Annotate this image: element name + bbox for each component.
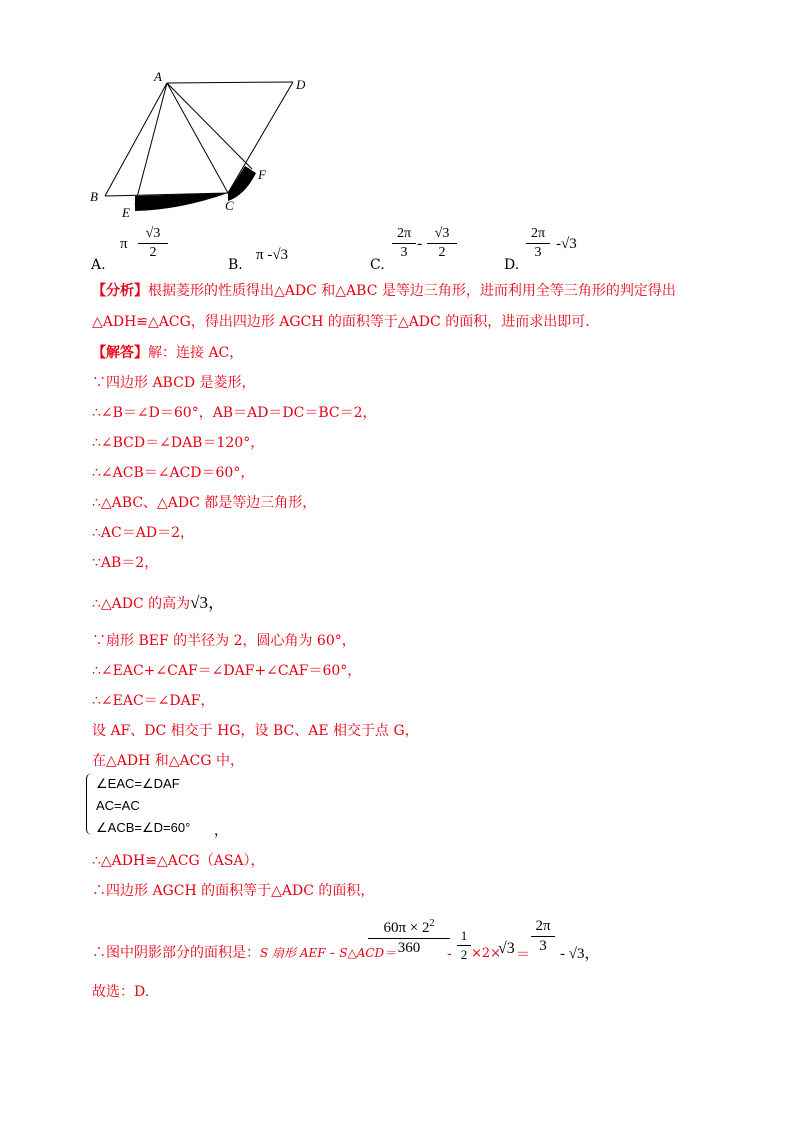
solution-line-13: 在△ADH 和△ACG 中，: [92, 753, 244, 769]
label-E: E: [122, 205, 130, 220]
area-eq: ＝: [516, 947, 530, 963]
solution-line-10: ∴∠EAC+∠CAF＝∠DAF+∠CAF＝60°，: [92, 663, 362, 679]
label-D: D: [296, 77, 306, 92]
area-half-den: 2: [460, 947, 468, 962]
system-eq-2: AC=AC: [96, 798, 140, 813]
solution-line-11: ∴∠EAC＝∠DAF，: [92, 693, 215, 709]
system-eq-3: ∠ACB=∠D=60°: [96, 820, 191, 835]
side-AD: [167, 82, 293, 83]
solution-text-0: 解：连接 AC，: [148, 345, 244, 361]
height-value: √3，: [190, 593, 226, 612]
solution-line-0: [92, 344, 243, 362]
label-F: F: [258, 167, 266, 182]
solution-line-9: ∵扇形 BEF 的半径为 2，圆心角为 60°，: [92, 633, 356, 649]
option-a-den: 2: [149, 245, 157, 260]
shaded-region-right: [228, 166, 256, 201]
area-fraction-half: [457, 928, 471, 963]
option-d-fraction: [526, 226, 550, 261]
solution-line-6: ∴AC＝AD＝2，: [92, 525, 194, 541]
option-a-pi: π: [120, 236, 128, 252]
solution-text-8: ∴△ADC 的高为: [92, 596, 191, 612]
rhombus-figure: [80, 65, 320, 225]
solution-line-8: [92, 594, 225, 613]
area-half-num: 1: [460, 928, 468, 943]
segment-AE: [135, 83, 167, 205]
analysis-tag: 【分析】: [92, 283, 148, 299]
option-d-rest: -√3: [556, 236, 577, 252]
label-C: C: [225, 198, 234, 213]
system-tail: ，: [214, 823, 228, 839]
solution-line-14: ∴△ADH≌△ACG（ASA），: [92, 853, 265, 869]
answer-line: 故选：D.: [92, 984, 150, 1000]
analysis-line-1: [92, 282, 676, 300]
area-minus-2: -: [447, 946, 452, 962]
area-line: [92, 944, 396, 962]
option-b-expr: π -√3: [256, 247, 289, 263]
option-c-fraction1: [392, 226, 416, 261]
option-c-fraction2: [427, 226, 457, 261]
option-c-minus: -: [417, 235, 423, 252]
side-AB: [105, 83, 167, 196]
option-d-den: 3: [534, 245, 542, 260]
segment-AF: [167, 83, 252, 169]
option-c-den1: 3: [400, 245, 408, 260]
option-a-fraction: [138, 226, 168, 261]
system-eq-1: ∠EAC=∠DAF: [96, 776, 180, 791]
area-mult: ×2×: [471, 946, 502, 961]
area-res-den: 3: [539, 938, 547, 954]
solution-line-3: ∴∠BCD＝∠DAB＝120°，: [92, 435, 265, 451]
solution-line-12: 设 AF、DC 相交于 HG，设 BC、AE 相交于点 G，: [92, 723, 419, 739]
area-fraction-result: [531, 918, 555, 955]
area-s1: S 扇形 AEF: [260, 946, 326, 960]
solution-line-1: ∵四边形 ABCD 是菱形，: [92, 375, 256, 391]
solution-line-4: ∴∠ACB＝∠ACD＝60°，: [92, 465, 255, 481]
option-c-num1: 2π: [396, 226, 412, 241]
area-frac-num: $60\pi \times 2^2$: [383, 918, 435, 936]
area-res-tail: - √3，: [560, 946, 600, 962]
option-d-num: 2π: [530, 226, 546, 241]
option-c-num2: √3: [434, 226, 450, 241]
analysis-line-2: △ADH≌△ACG，得出四边形 AGCH 的面积等于△ADC 的面积，进而求出即可.: [92, 314, 590, 330]
option-d-letter: D.: [504, 257, 520, 273]
solution-line-2: ∴∠B＝∠D＝60°，AB＝AD＝DC＝BC＝2，: [92, 405, 377, 421]
area-prefix: ∴图中阴影部分的面积是：: [92, 945, 260, 961]
analysis-text-1: 根据菱形的性质得出△ADC 和△ABC 是等边三角形，进而利用全等三角形的判定得出: [148, 283, 676, 299]
solution-line-15: ∴四边形 AGCH 的面积等于△ADC 的面积，: [92, 883, 375, 899]
option-c-den2: 2: [438, 245, 446, 260]
label-A: A: [154, 69, 162, 84]
area-frac-den: 360: [397, 940, 421, 956]
segment-AC: [167, 83, 228, 193]
solution-line-7: ∵AB＝2，: [92, 555, 159, 571]
solution-line-5: ∴△ABC、△ADC 都是等边三角形，: [92, 495, 317, 511]
area-fraction-main: [368, 918, 450, 957]
solution-tag: 【解答】: [92, 345, 148, 361]
option-b-letter: B.: [228, 257, 243, 273]
option-a-letter: A.: [91, 257, 106, 273]
area-minus: -: [325, 945, 340, 961]
area-res-num: 2π: [535, 918, 551, 934]
option-a-num: √3: [145, 226, 161, 241]
label-B: B: [90, 189, 98, 204]
area-sqrt: √3: [498, 940, 515, 957]
area-s2: S△ACD＝: [339, 946, 397, 960]
option-c-letter: C.: [370, 257, 385, 273]
shaded-region-bottom: [135, 193, 228, 211]
system-brace: [86, 773, 95, 835]
